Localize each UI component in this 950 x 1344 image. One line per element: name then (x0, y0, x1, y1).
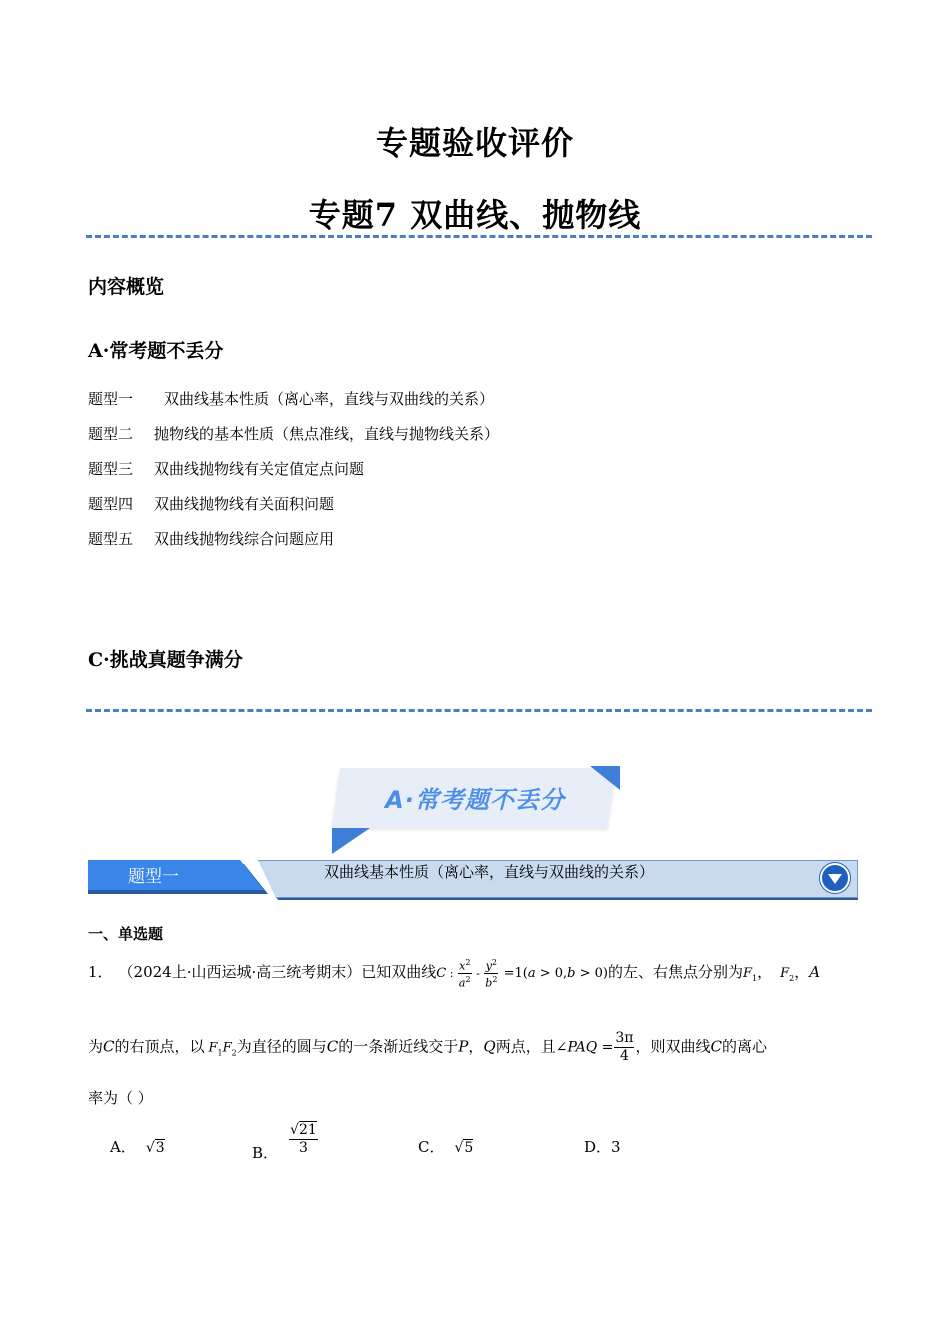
fraction-sqrt21-over-3: $\frac{√21}{3}$ (290, 1122, 317, 1156)
sqrt-5: √5 (454, 1140, 474, 1156)
question-source: （2024上·山西运城·高三统考期末）已知双曲线 (118, 963, 437, 982)
option-a[interactable]: A． √3 (110, 1138, 165, 1156)
toc-item-text: 双曲线抛物线有关定值定点问题 (154, 460, 365, 478)
section-banner (330, 766, 620, 856)
sqrt-3: √3 (145, 1140, 165, 1156)
toc-item-number: 题型一 (88, 390, 134, 408)
toc-item-text: 双曲线抛物线有关面积问题 (154, 495, 335, 513)
type-bar[interactable] (88, 860, 858, 900)
toc-item-3[interactable] (88, 458, 364, 479)
chevron-down-icon[interactable] (820, 863, 850, 893)
section-c-heading: C·挑战真题争满分 (88, 649, 243, 671)
type-bar-description: 双曲线基本性质（离心率，直线与双曲线的关系） (324, 863, 655, 881)
toc-item-text: 抛物线的基本性质（焦点准线，直线与抛物线关系） (154, 425, 500, 443)
divider-top (86, 235, 872, 238)
curve-name: C (436, 966, 447, 982)
option-c[interactable]: C． √5 (418, 1138, 474, 1156)
fraction-x: $\frac{x^2}{a^2}$ (458, 958, 471, 990)
option-b[interactable]: B． $\frac{√21}{3}$ (252, 1122, 317, 1162)
option-d[interactable]: D．3 (584, 1138, 621, 1156)
page-subtitle: 专题7 双曲线、抛物线 (308, 196, 642, 234)
toc-item-text: 双曲线基本性质（离心率，直线与双曲线的关系） (164, 390, 495, 408)
angle-fraction: $\frac{3\pi}{4}$ (615, 1030, 634, 1064)
banner-label: A·常考题不丢分 (385, 786, 565, 814)
question-1-line-1: 1． （2024上·山西运城·高三统考期末）已知双曲线C : $\frac{x^2}{a^2}$ - $\frac{y^2}{b^2}$ =1(a > 0,b > 0)的左、右焦点分别为$F_1$， $F_2$，A (88, 958, 821, 990)
toc-item-number: 题型三 (88, 460, 134, 478)
type-bar-label: 题型一 (128, 867, 179, 887)
toc-item-4[interactable] (88, 493, 334, 514)
question-section-heading: 一、单选题 (88, 925, 164, 943)
point-a: A (809, 963, 821, 982)
toc-item-number: 题型四 (88, 495, 134, 513)
page-title: 专题验收评价 (375, 124, 574, 162)
toc-item-5[interactable] (88, 528, 334, 549)
toc-item-number: 题型五 (88, 530, 134, 548)
question-1-line-3: 率为（ ） (88, 1089, 153, 1107)
toc-item-text: 双曲线抛物线综合问题应用 (154, 530, 335, 548)
toc-item-number: 题型二 (88, 425, 134, 443)
toc-item-2[interactable] (88, 423, 499, 444)
divider-bottom (86, 709, 872, 712)
question-number: 1． (88, 963, 113, 982)
banner-corner-bottom-left (332, 828, 370, 854)
fraction-y: $\frac{y^2}{b^2}$ (485, 958, 498, 990)
overview-heading: 内容概览 (88, 276, 165, 298)
section-a-heading: A·常考题不丢分 (88, 340, 224, 362)
question-1-line-2: 为C的右顶点，以 $F_1F_2$为直径的圆与C的一条渐近线交于P，Q两点，且∠PAQ = $\frac{3\pi}{4}$ ，则双曲线C的离心 (88, 1030, 767, 1064)
toc-item-1[interactable] (88, 388, 494, 409)
angle-expression: ∠PAQ = (555, 1039, 614, 1056)
